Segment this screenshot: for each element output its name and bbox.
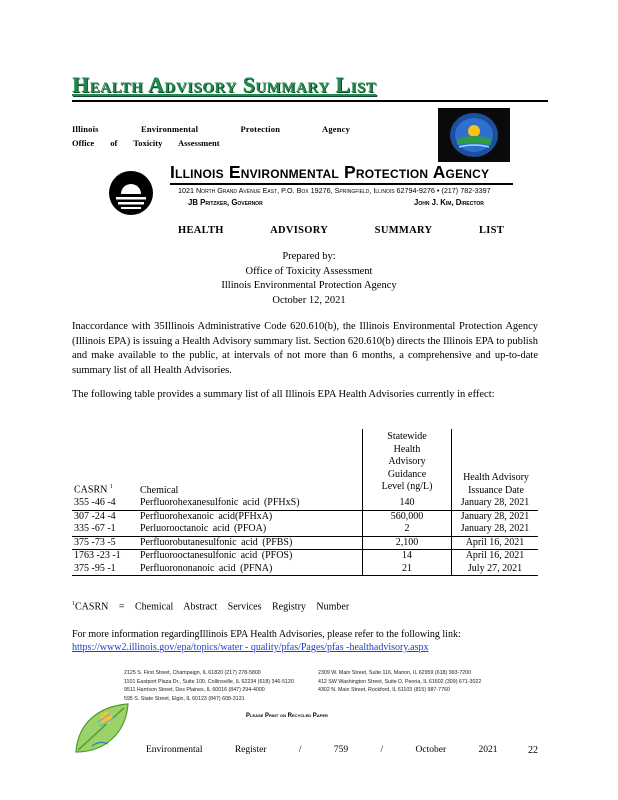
cell-level: 14 — [363, 550, 452, 563]
iepa-logo-icon — [108, 170, 154, 216]
page-number: 22 — [528, 745, 538, 756]
prepared-date: October 12, 2021 — [272, 294, 346, 306]
header-guidance-level: Statewide Health Advisory Guidance Level (ng/L) — [363, 429, 452, 497]
prepared-by-label: Prepared by: — [282, 251, 336, 262]
page-title: Health Advisory Summary List — [72, 72, 377, 97]
environmental-register-leaf-icon — [70, 700, 134, 758]
cell-date: July 27, 2021 — [452, 563, 539, 576]
regional-offices-left — [124, 669, 294, 703]
health-advisory-table — [72, 429, 538, 576]
table-intro-paragraph: The following table provides a summary list of all Illinois EPA Health Advisories currently in effect: — [72, 389, 495, 400]
cell-casrn: 355 -46 -4 — [72, 497, 138, 510]
agency-seal-icon — [438, 108, 510, 162]
cell-level: 2 — [363, 523, 452, 536]
cell-casrn: 307 -24 -4 — [74, 510, 116, 522]
table-row — [72, 523, 538, 536]
cell-casrn: 1763 -23 -1 — [74, 550, 121, 561]
cell-level: 140 — [363, 497, 452, 510]
cell-date: January 28, 2021 — [460, 510, 530, 522]
table-header-row — [72, 429, 538, 497]
intro-paragraph: Inaccordance with 35Illinois Administrative Code 620.610(b), the Illinois Environmental Protection Agency (Illinois EPA) is issuing a Health Advisory summary list. Section 620.610(b) directs the Illinois EPA to publish and make available to the public, at intervals of not more than 6 months, a comprehensive and up-to-date summary list of all Health Advisories. — [72, 321, 538, 376]
cell-chemical: Perfluorooctanesulfonic acid (PFOS) — [138, 550, 363, 563]
document-heading: HEALTH ADVISORY SUMMARY LIST — [178, 225, 505, 236]
prepared-office: Office of Toxicity Assessment — [245, 265, 373, 277]
office-address: 595 S. State Street, Elgin, IL 60123 (847) 608-3131 — [124, 695, 245, 702]
footer-register: Environmental Register / 759 / October 2021 — [146, 745, 498, 755]
cell-casrn: 335 -67 -1 — [72, 523, 138, 536]
office-address: 412 SW Washington Street, Suite D, Peoria, IL 61602 (309) 671-3022 — [318, 678, 482, 685]
casrn-footnote: $^1$CASRN = Chemical Abstract Services Registry Number — [72, 601, 350, 613]
cell-chemical: Perfluorononanoic acid (PFNA) — [138, 563, 363, 576]
header-casrn: CASRN $^1$ — [74, 484, 113, 496]
health-advisory-link[interactable]: https://www2.illinois.gov/epa/topics/water - quality/pfas/Pages/pfas -healthadvisory.aspx — [72, 642, 429, 653]
governor-name: JB Pritzker, Governor — [188, 198, 263, 207]
letterhead-rule — [170, 183, 513, 185]
office-address: 2125 S. First Street, Champaign, IL 61820 (217) 278-5800 — [124, 670, 261, 676]
more-info-paragraph — [72, 628, 538, 654]
header-issuance-date: Health Advisory Issuance Date — [463, 472, 529, 496]
regional-offices-right — [318, 669, 481, 695]
office-line: Office of Toxicity Assessment — [72, 138, 220, 148]
office-address: 1101 Eastport Plaza Dr., Suite 100, Collinsville, IL 62234 (618) 346-5120 — [124, 678, 294, 685]
table-row — [72, 550, 538, 563]
table-row — [72, 497, 538, 510]
cell-level: 21 — [363, 563, 452, 576]
cell-chemical: Perfluorobutanesulfonic acid (PFBS) — [138, 536, 363, 550]
director-name: John J. Kim, Director — [414, 198, 484, 207]
cell-date: April 16, 2021 — [465, 550, 525, 561]
prepared-by-block — [150, 250, 468, 308]
letterhead-address: 1021 North Grand Avenue East, P.O. Box 19276, Springfield, Illinois 62794-9276 • (217) 782-3397 — [178, 186, 491, 195]
cell-level: 2,100 — [363, 536, 452, 550]
recycled-paper-note: Please Print on Recycled Paper — [246, 713, 328, 719]
cell-casrn: 375 -73 -5 — [72, 536, 138, 550]
prepared-agency: Illinois Environmental Protection Agency — [221, 280, 397, 291]
title-rule — [72, 100, 548, 102]
office-address: 4302 N. Main Street, Rockford, IL 61103 (815) 987-7760 — [318, 687, 450, 693]
cell-date: April 16, 2021 — [452, 536, 539, 550]
agency-line: Illinois Environmental Protection Agency — [72, 124, 351, 134]
cell-date: January 28, 2021 — [452, 497, 539, 510]
cell-casrn: 375 -95 -1 — [72, 563, 138, 576]
table-row — [72, 563, 538, 576]
table-row — [72, 536, 538, 550]
cell-chemical: Perfluorohexanoic acid(PFHxA) — [138, 510, 363, 523]
more-info-text: For more information regardingIllinois EPA Health Advisories, please refer to the following link: — [72, 629, 461, 640]
cell-chemical: Perfluorohexanesulfonic acid (PFHxS) — [138, 497, 363, 510]
office-address: 9511 Harrison Street, Des Plaines, IL 60016 (847) 294-4000 — [124, 687, 265, 693]
cell-level: 560,000 — [363, 510, 452, 523]
cell-chemical: Perluorooctanoic acid (PFOA) — [138, 523, 363, 536]
office-address: 2309 W. Main Street, Suite 116, Marion, IL 62959 (618) 993-7200 — [318, 670, 472, 676]
header-chemical: Chemical — [138, 429, 363, 497]
letterhead-agency-name: Illinois Environmental Protection Agency — [170, 162, 490, 182]
cell-date: January 28, 2021 — [452, 523, 539, 536]
table-row — [72, 510, 538, 523]
